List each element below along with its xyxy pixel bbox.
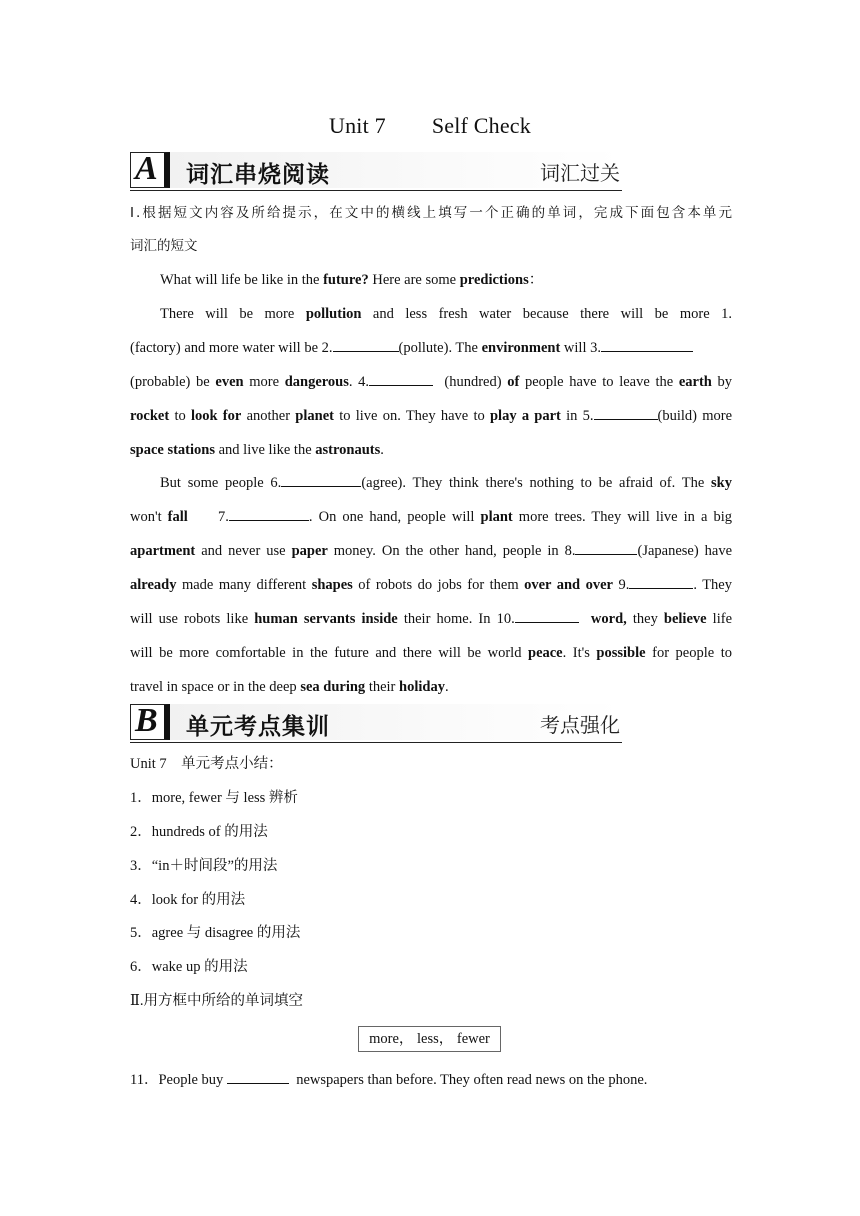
- blank-7[interactable]: [229, 506, 309, 521]
- passage-line: space stations and live like the astronauts.: [130, 442, 384, 458]
- word-box: more， less， fewer: [358, 1026, 501, 1052]
- passage-line: What will life be like in the future? Here are some predictions：: [160, 272, 544, 288]
- passage-line: already made many different shapes of robots do jobs for them over and over 9. . They: [130, 568, 732, 602]
- section-b-heading: 单元考点集训: [186, 714, 330, 740]
- summary-item: 5．agree 与 disagree 的用法: [130, 925, 301, 941]
- summary-item: 1．more, fewer 与 less 辨析: [130, 790, 298, 806]
- passage-line: (probable) be even more dangerous. 4. (hundred) of people have to leave the earth by: [130, 365, 732, 399]
- section-b-banner: [130, 704, 622, 743]
- section-a-badge: A: [130, 152, 170, 188]
- section-a-tag: 词汇过关: [540, 161, 620, 185]
- passage-line: will use robots like human servants inside their home. In 10. word, they believe life: [130, 602, 732, 636]
- summary-item: 4．look for 的用法: [130, 892, 246, 908]
- passage-line: will be more comfortable in the future and there will be world peace. It's possible for people to: [130, 645, 733, 661]
- blank-3[interactable]: [601, 337, 693, 352]
- question-11: 11．People buy newspapers than before. They often read news on the phone.: [130, 1063, 732, 1097]
- section-a-banner: [130, 152, 622, 191]
- part1-instruction-line1: Ⅰ.根据短文内容及所给提示，在文中的横线上填写一个正确的单词，完成下面包含本单元: [130, 205, 732, 221]
- passage-line: There will be more pollution and less fresh water because there will be more 1.: [160, 306, 732, 322]
- title-self-check: Self Check: [431, 113, 531, 138]
- passage-line: apartment and never use paper money. On the other hand, people in 8. (Japanese) have: [130, 534, 732, 568]
- summary-label: Unit 7 单元考点小结：: [130, 756, 283, 772]
- blank-10[interactable]: [515, 608, 579, 623]
- blank-8[interactable]: [575, 540, 637, 555]
- blank-4[interactable]: [369, 371, 433, 386]
- title-unit: Unit 7: [329, 113, 386, 138]
- section-b-tag: 考点强化: [540, 713, 620, 737]
- blank-2[interactable]: [333, 337, 399, 352]
- passage-line: But some people 6. (agree). They think there's nothing to be afraid of. The sky: [160, 466, 732, 500]
- summary-item: 2．hundreds of 的用法: [130, 824, 268, 840]
- passage-line: travel in space or in the deep sea during their holiday.: [130, 679, 449, 695]
- passage-line: won't fall 7. . On one hand, people will plant more trees. They will live in a big: [130, 500, 732, 534]
- summary-item: 6．wake up 的用法: [130, 959, 248, 975]
- passage-line: (factory) and more water will be 2. (pollute). The environment will 3.: [130, 331, 732, 365]
- blank-9[interactable]: [629, 574, 693, 589]
- section-a-heading: 词汇串烧阅读: [186, 162, 330, 188]
- page-title: [0, 113, 860, 139]
- blank-5[interactable]: [594, 405, 658, 420]
- part1-instruction-line2: 词汇的短文: [130, 238, 198, 254]
- blank-11[interactable]: [227, 1069, 289, 1084]
- section-b-badge: B: [130, 704, 170, 740]
- part2-instruction: Ⅱ.用方框中所给的单词填空: [130, 993, 303, 1009]
- blank-6[interactable]: [281, 472, 361, 487]
- summary-item: 3．“in＋时间段”的用法: [130, 858, 278, 874]
- passage-line: rocket to look for another planet to live on. They have to play a part in 5. (build) more: [130, 399, 732, 433]
